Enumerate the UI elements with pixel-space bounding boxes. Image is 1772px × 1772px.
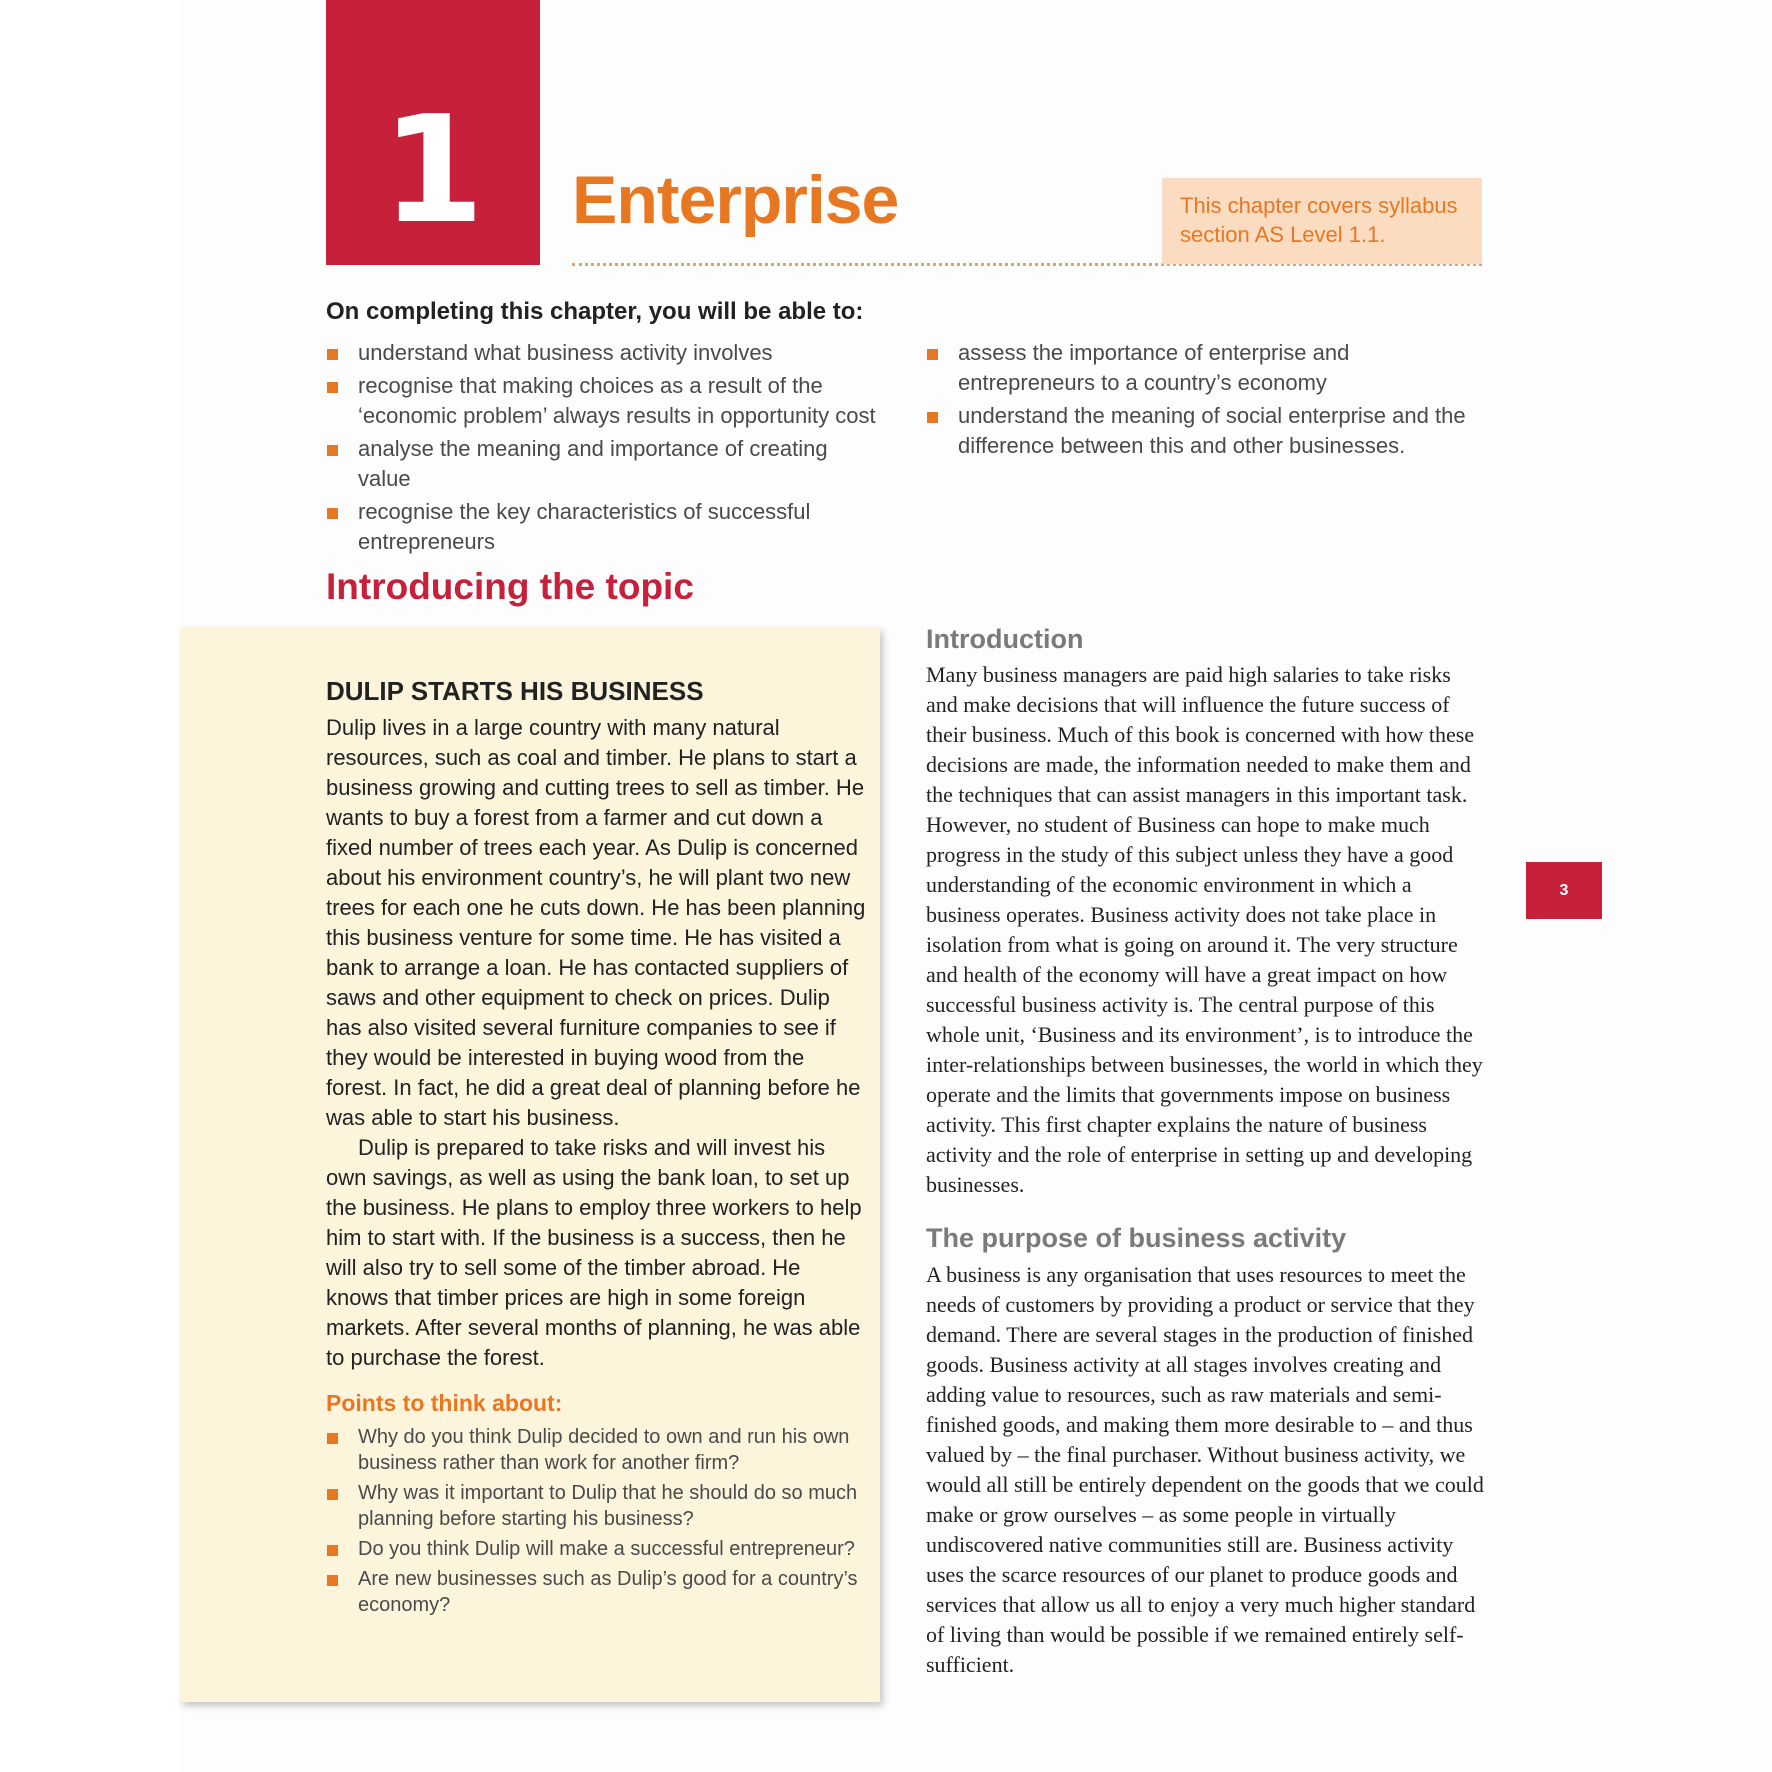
outcome-item: recognise that making choices as a result of the ‘economic problem’ always results in opportunity cost bbox=[326, 371, 886, 431]
page-number-tab: 3 bbox=[1526, 862, 1602, 919]
case-paragraph: Dulip lives in a large country with many natural resources, such as coal and timber. He plans to start a business growing and cutting trees to sell as timber. He wants to buy a forest from a farmer and cut down a fixed number of trees each year. As Dulip is concerned about his environment country’s, he will plant two new trees for each one he cuts down. He has been planning this business venture for some time. He has visited a bank to arrange a loan. He has contacted suppliers of saws and other equipment to check on prices. Dulip has also visited several furniture companies to see if they would be interested in buying wood from the forest. In fact, he did a great deal of planning before he was able to start his business. bbox=[326, 715, 866, 1130]
syllabus-note: This chapter covers syllabus section AS Level 1.1. bbox=[1162, 178, 1482, 264]
case-paragraph: Dulip is prepared to take risks and will invest his own savings, as well as using the bank loan, to set up the business. He plans to employ three workers to help him to start with. If the business is a success, then he will also try to sell some of the timber abroad. He knows that timber prices are high in some foreign markets. After several months of planning, he was able to purchase the forest. bbox=[326, 1135, 862, 1370]
outcome-item: assess the importance of enterprise and entrepreneurs to a country’s economy bbox=[926, 338, 1486, 398]
outcome-item: understand the meaning of social enterprise and the difference between this and other businesses. bbox=[926, 401, 1486, 461]
introduction-heading: Introduction bbox=[926, 624, 1084, 654]
purpose-text: A business is any organisation that uses resources to meet the needs of customers by providing a product or service that they demand. There are several stages in the production of finished goods. Business activity at all stages involves creating and adding value to resources, such as raw materials and semi-finished goods, and making them more desirable to – and thus valued by – the final purchaser. Without business activity, we would all still be entirely dependent on the goods that we could make or grow ourselves – as some people in virtually undiscovered native communities still are. Business activity uses the scarce resources of our planet to produce goods and services that allow us all to enjoy a very much higher standard of living than would be possible if we remained entirely self-sufficient. bbox=[926, 1262, 1484, 1677]
section-heading-introducing: Introducing the topic bbox=[326, 566, 694, 607]
introduction-text: Many business managers are paid high salaries to take risks and make decisions that will influence the future success of their business. Much of this book is concerned with how these decisions are made, the information needed to make them and the techniques that can assist managers in this important task. However, no student of Business can hope to make much progress in the study of this subject unless they have a good understanding of the economic environment in which a business operates. Business activity does not take place in isolation from what is going on around it. The very structure and health of the economy will have a great impact on how successful business activity is. The central purpose of this whole unit, ‘Business and its environment’, is to introduce the inter-relationships between businesses, the world in which they operate and the limits that governments impose on business activity. This first chapter explains the nature of business activity and the role of enterprise in setting up and developing businesses. bbox=[926, 662, 1483, 1197]
points-list bbox=[326, 1424, 871, 1622]
case-study-title: DULIP STARTS HIS BUSINESS bbox=[326, 676, 704, 706]
outcomes-list-left bbox=[326, 338, 886, 560]
point-item: Do you think Dulip will make a successful entrepreneur? bbox=[326, 1536, 871, 1562]
case-study-text bbox=[326, 713, 866, 1373]
purpose-heading: The purpose of business activity bbox=[926, 1223, 1347, 1253]
points-heading: Points to think about: bbox=[326, 1390, 563, 1416]
chapter-number: 1 bbox=[381, 84, 485, 256]
point-item: Why was it important to Dulip that he should do so much planning before starting his business? bbox=[326, 1480, 871, 1532]
point-item: Why do you think Dulip decided to own and run his own business rather than work for another firm? bbox=[326, 1424, 871, 1476]
outcome-item: analyse the meaning and importance of creating value bbox=[326, 434, 886, 494]
outcome-item: recognise the key characteristics of successful entrepreneurs bbox=[326, 497, 886, 557]
outcome-item: understand what business activity involves bbox=[326, 338, 886, 368]
point-item: Are new businesses such as Dulip’s good for a country’s economy? bbox=[326, 1566, 871, 1618]
outcomes-heading: On completing this chapter, you will be able to: bbox=[326, 298, 864, 325]
chapter-number-block bbox=[326, 0, 540, 265]
outcomes-list-right bbox=[926, 338, 1486, 464]
chapter-title: Enterprise bbox=[572, 162, 899, 238]
